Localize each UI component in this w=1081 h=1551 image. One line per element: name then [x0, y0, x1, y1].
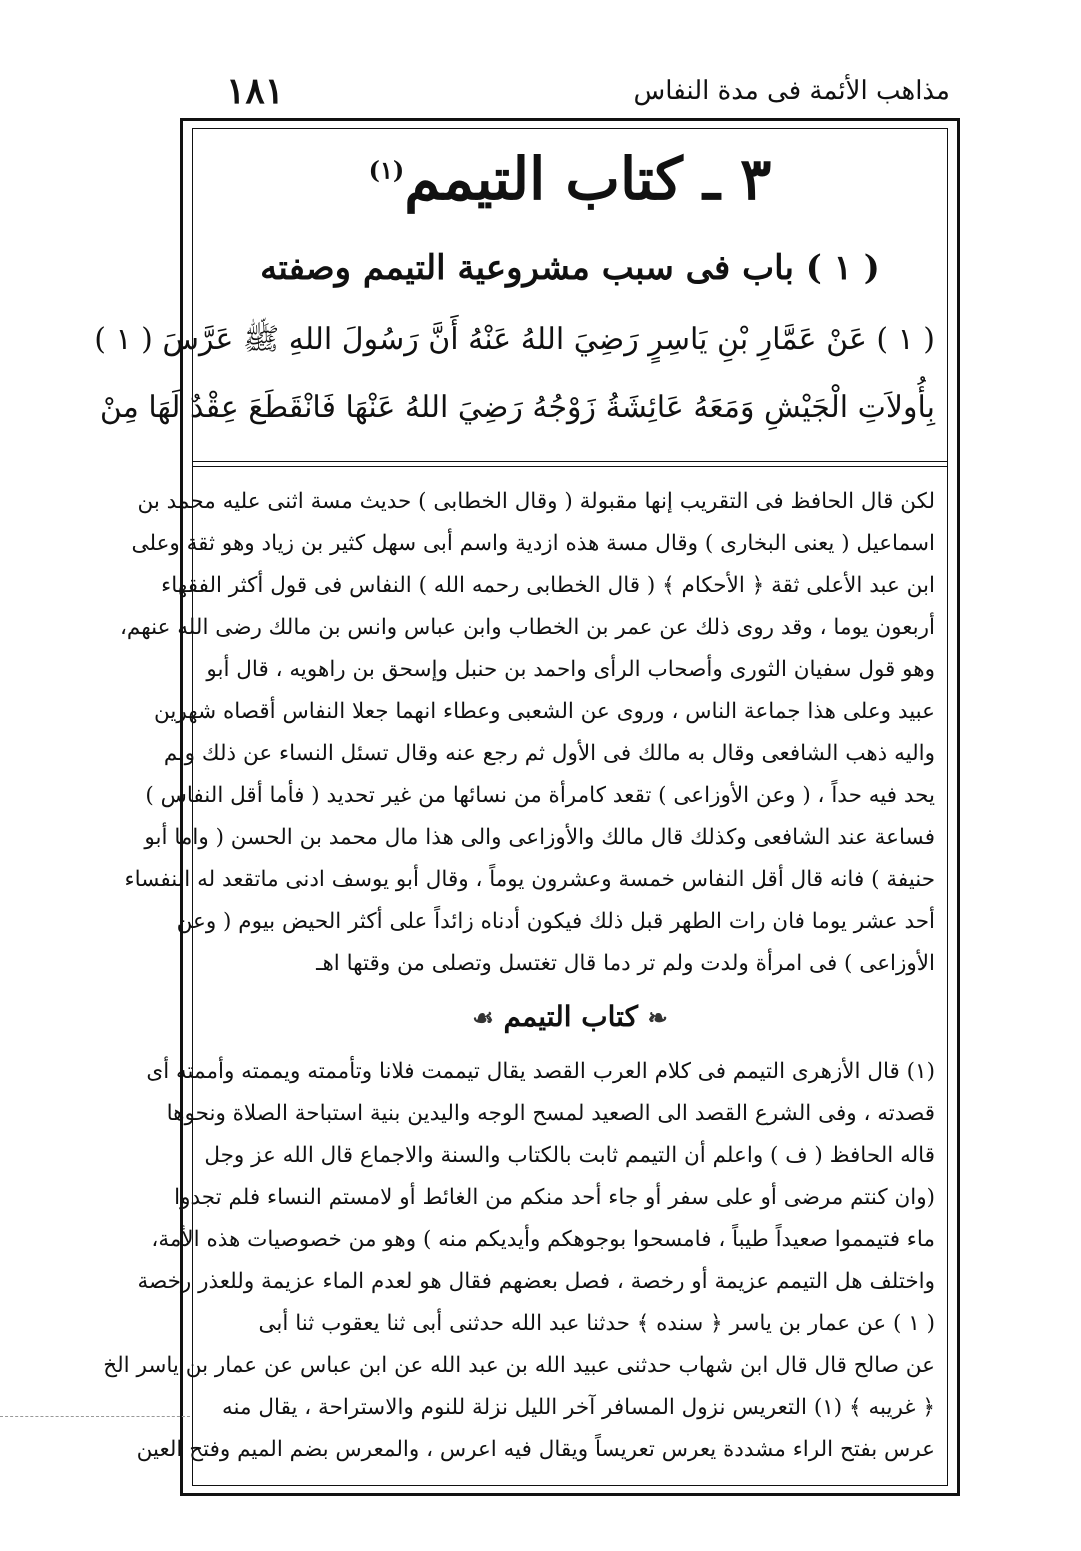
note-line: ﴿ غريبه ﴾ (١) التعريس نزول المسافر آخر الليل نزلة للنوم والاستراحة ، يقال منه — [222, 1395, 935, 1420]
running-title: مذاهب الأئمة فى مدة النفاس — [633, 76, 950, 106]
note-line: عن صالح قال قال ابن شهاب حدثنى عبيد الله بن عبد الله عن ابن عباس عن عمار بن ياسر الخ — [103, 1353, 935, 1378]
chapter-footnote-marker: (١) — [368, 155, 405, 185]
commentary-line: فساعة عند الشافعى وكذلك قال مالك والأوزاعى والى هذا مال محمد بن الحسن ( واما أبو — [144, 825, 935, 850]
ornament-right-icon: ☙ — [472, 1003, 494, 1032]
running-header — [200, 70, 950, 116]
section-heading — [200, 1000, 940, 1033]
commentary-line: عبيد وعلى هذا جماعة الناس ، وروى عن الشعبى وعطاء انهما جعلا النفاس أقصاه شهرين — [153, 699, 935, 724]
hadith-line: بِأُولاَتِ الْجَيْشِ وَمَعَهُ عَائِشَةُ زَوْجُهُ رَضِيَ اللهُ عَنْهَا فَانْقَطَعَ عِقْدٌ لَهَا مِنْ — [99, 390, 935, 425]
commentary-line: واليه ذهب الشافعى وقال به مالك فى الأول ثم رجع عنه وقال تسئل النساء عن ذلك ولم — [163, 741, 935, 766]
commentary-line: وهو قول سفيان الثورى وأصحاب الرأى واحمد بن حنبل وإسحق بن راهويه ، قال أبو — [206, 657, 935, 682]
commentary-line: أربعون يوما ، وقد روى ذلك عن عمر بن الخطاب وابن عباس وانس بن مالك رضى الله عنهم، — [119, 615, 935, 640]
divider-rule — [192, 461, 948, 462]
ornament-left-icon: ❧ — [647, 1003, 668, 1032]
note-line: ماء فتيمموا صعيداً طيباً ، فامسحوا بوجوهكم وأيديكم منه ) وهو من خصوصيات هذه الأمة، — [151, 1227, 935, 1252]
commentary-line: حنيفة ) فانه قال أقل النفاس خمسة وعشرون يوماً ، وقال أبو يوسف ادنى ماتقعد له النفساء — [124, 867, 935, 892]
page-number: ١٨١ — [226, 70, 285, 112]
commentary-line: الأوزاعى ) فى امرأة ولدت ولم تر دما قال تغتسل وتصلى من وقتها اهـ — [316, 951, 935, 976]
note-line: قاله الحافظ ( ف ) واعلم أن التيمم ثابت بالكتاب والسنة والاجماع قال الله عز وجل — [204, 1143, 935, 1168]
note-line: واختلف هل التيمم عزيمة أو رخصة ، فصل بعضهم فقال هو لعدم الماء عزيمة وللعذر رخصة — [137, 1269, 935, 1294]
commentary-line: ابن عبد الأعلى ثقة ﴿ الأحكام ﴾ ( قال الخطابى رحمه الله ) النفاس فى قول أكثر الفقهاء — [161, 573, 935, 598]
section-heading-text: كتاب التيمم — [503, 1000, 638, 1033]
note-line: (وان كنتم مرضى أو على سفر أو جاء أحد منكم من الغائط أو لامستم النساء فلم تجدوا — [174, 1185, 935, 1210]
chapter-title — [200, 145, 940, 213]
divider-rule — [192, 466, 948, 467]
hadith-line: ( ١ ) عَنْ عَمَّارِ بْنِ يَاسِرٍ رَضِيَ اللهُ عَنْهُ أَنَّ رَسُولَ اللهِ ﷺ عَرَّسَ ( ١ ) — [94, 322, 935, 357]
note-line: قصدته ، وفى الشرع القصد الى الصعيد لمسح الوجه واليدين بنية استباحة الصلاة ونحوها — [166, 1101, 935, 1126]
note-line: عرس بفتح الراء مشددة يعرس تعريساً ويقال فيه اعرس ، والمعرس بضم الميم وفتح العين — [136, 1437, 935, 1462]
commentary-line: يحد فيه حداً ، ( وعن الأوزاعى ) تقعد كامرأة من نسائها من غير تحديد ( فأما أقل النفاس ) — [145, 783, 935, 808]
commentary-line: اسماعيل ( يعنى البخارى ) وقال مسة هذه ازدية واسم أبى سهل كثير بن زياد وهو ثقة وعلى — [131, 531, 935, 556]
chapter-title-text: ٣ ـ كتاب التيمم — [404, 145, 772, 213]
note-line: ( ١ ) عن عمار بن ياسر ﴿ سنده ﴾ حدثنا عبد الله حدثنى أبى ثنا يعقوب ثنا أبى — [258, 1311, 935, 1336]
scan-artifact-line — [0, 1416, 190, 1417]
commentary-line: أحد عشر يوما فان رات الطهر قبل ذلك فيكون أدناه زائداً على أكثر الحيض بيوم ( وعن — [176, 909, 935, 934]
bab-heading: ( ١ ) باب فى سبب مشروعية التيمم وصفته — [260, 248, 880, 288]
commentary-line: لكن قال الحافظ فى التقريب إنها مقبولة ( وقال الخطابى ) حديث مسة اثنى عليه محمد بن — [137, 489, 935, 514]
note-line: (١) قال الأزهرى التيمم فى كلام العرب القصد يقال تيممت فلانا وتأممته ويممته وأممته أى — [146, 1059, 935, 1084]
